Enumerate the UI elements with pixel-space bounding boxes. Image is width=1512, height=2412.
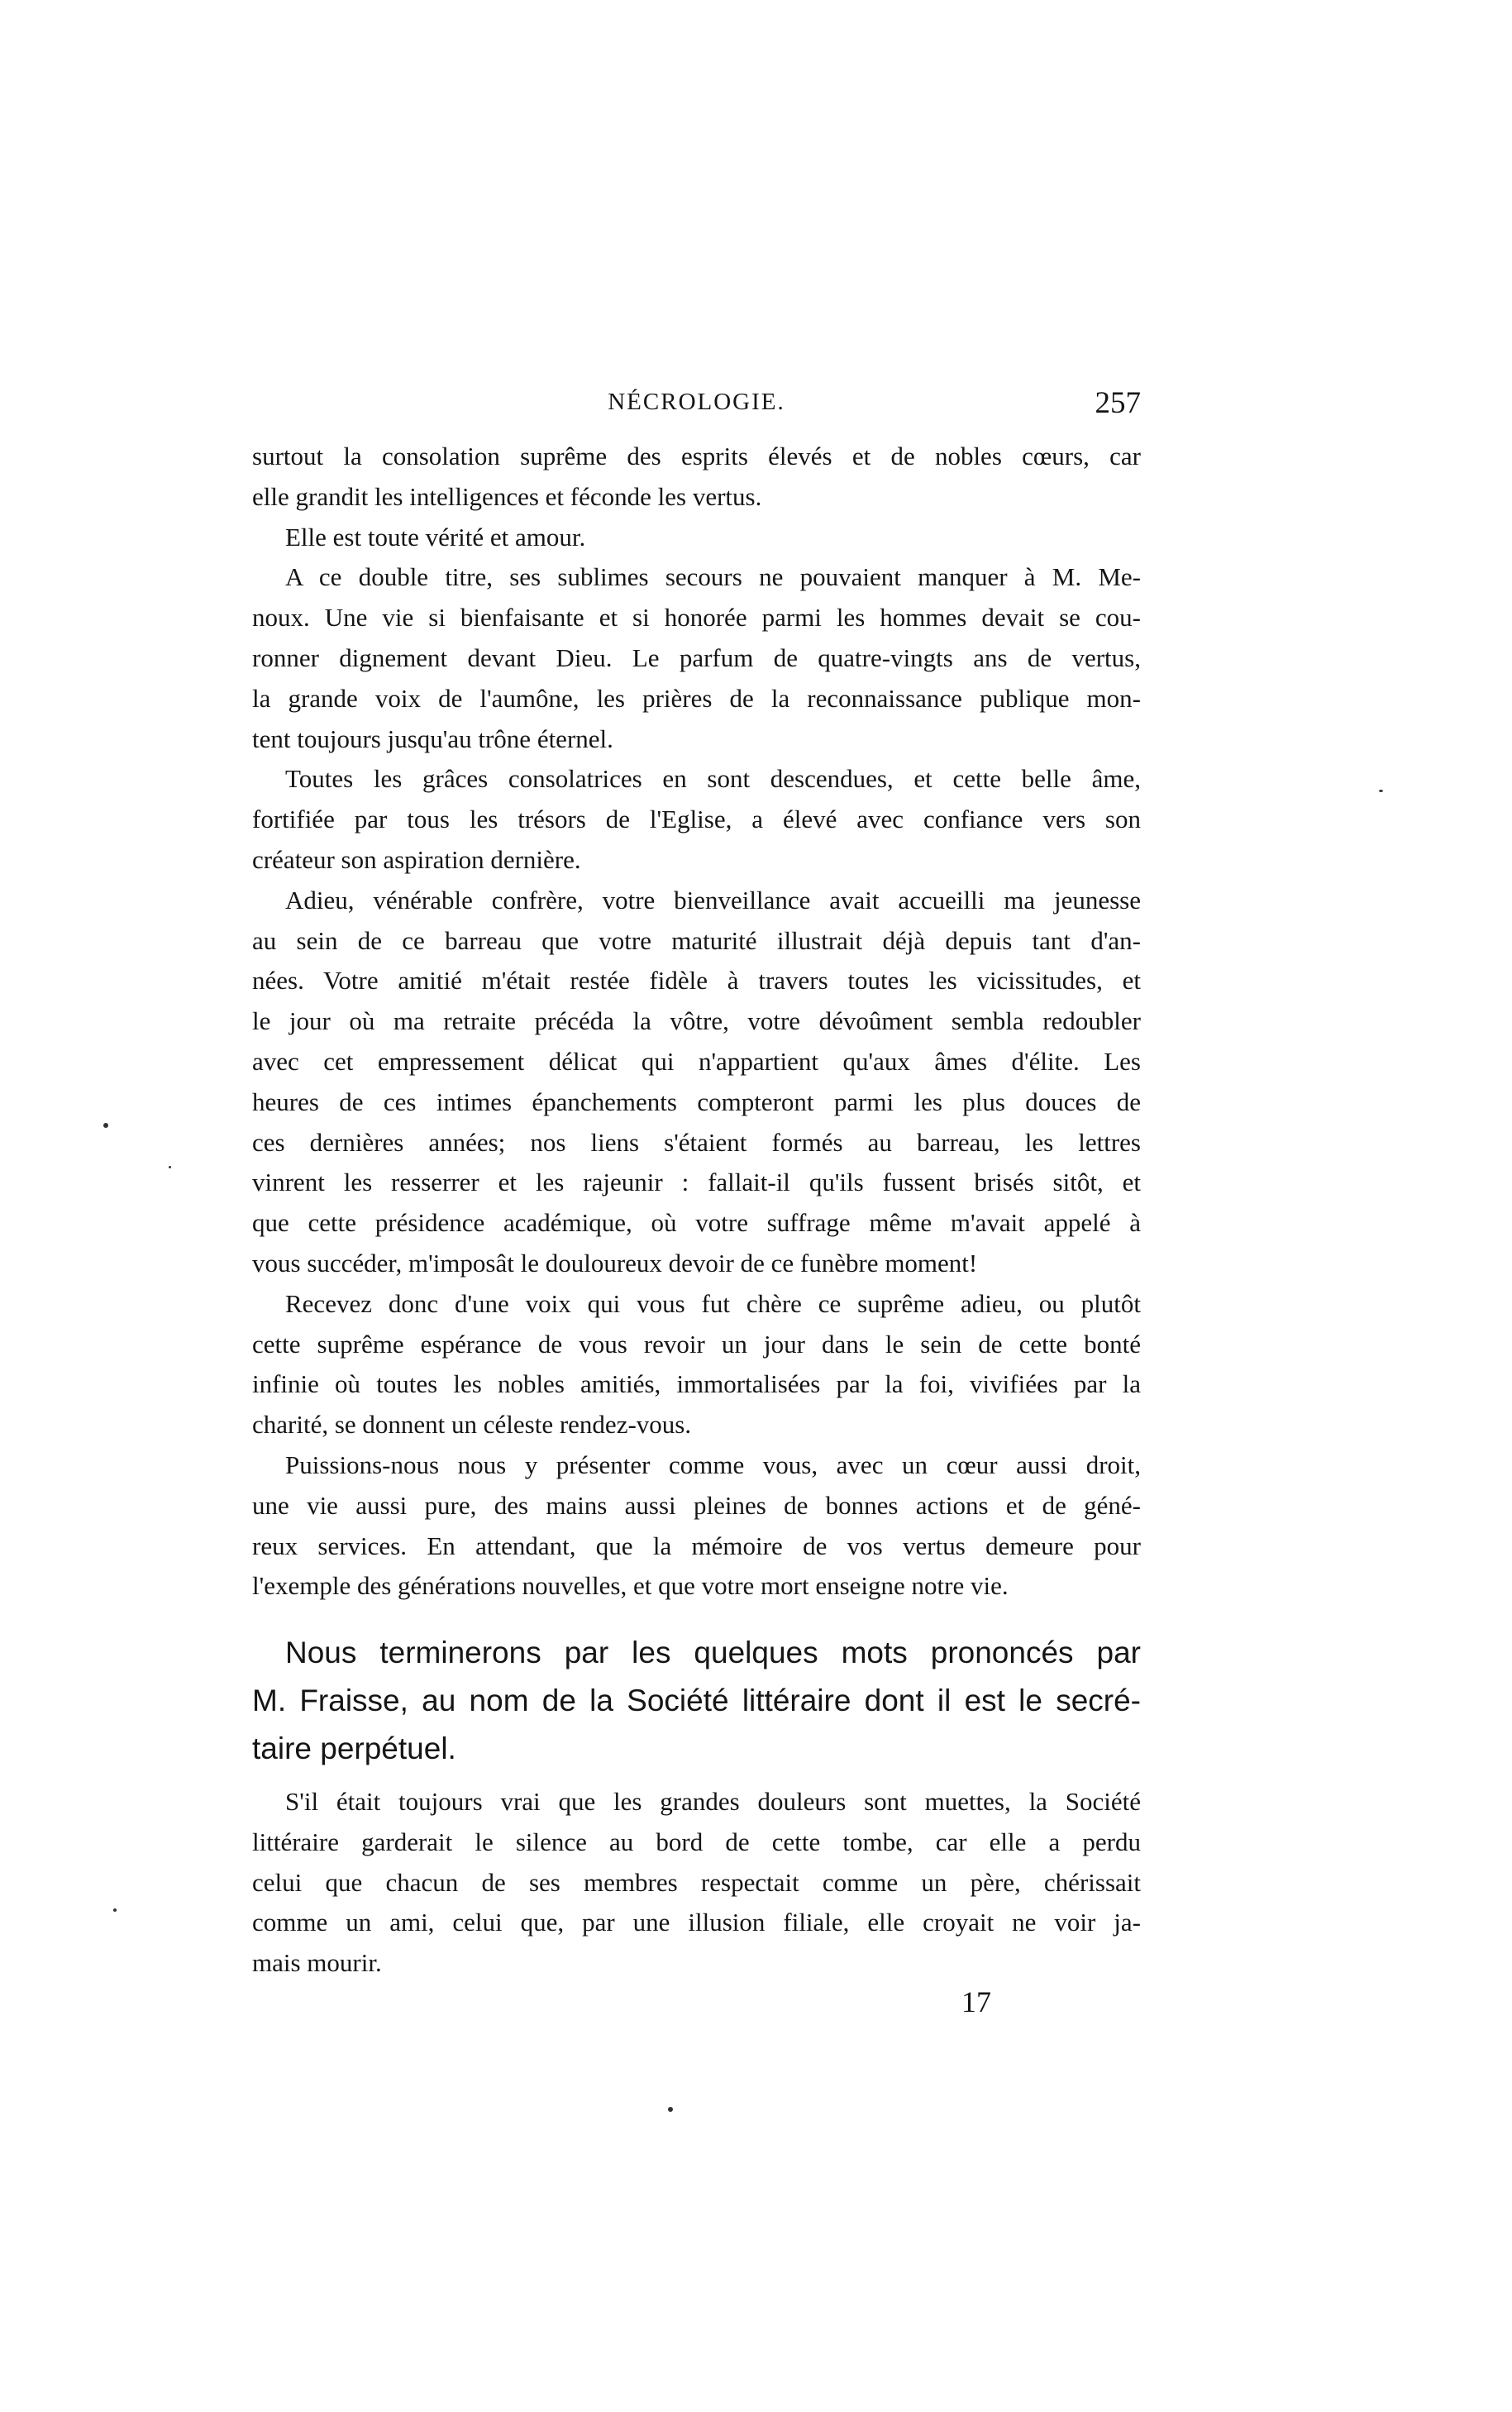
text-line: elle grandit les intelligences et féconde les vertus. [252, 481, 762, 511]
running-title: NÉCROLOGIE. [608, 389, 785, 415]
text-line: surtout la consolation suprême des esprits élevés et de nobles cœurs, car [252, 442, 1141, 470]
signature-mark: 17 [961, 1985, 991, 2018]
ink-speck [668, 2107, 673, 2112]
text-line: une vie aussi pure, des mains aussi pleines de bonnes actions et de géné- [252, 1490, 1141, 1520]
text-line: nées. Votre amitié m'était restée fidèle à travers toutes les vicissitudes, et [252, 966, 1141, 996]
text-line: cette suprême espérance de vous revoir un jour dans le sein de cette bonté [252, 1329, 1141, 1359]
section-introduction [252, 1629, 1141, 1773]
text-line: A ce double titre, ses sublimes secours ne pouvaient manquer à M. Me- [285, 562, 1141, 592]
intro-line: M. Fraisse, au nom de la Société littéraire dont il est le secré- [252, 1684, 1141, 1717]
text-line: ronner dignement devant Dieu. Le parfum de quatre-vingts ans de vertus, [252, 642, 1141, 672]
ink-speck [1379, 790, 1383, 792]
intro-line: taire perpétuel. [252, 1731, 456, 1765]
text-line: avec cet empressement délicat qui n'appartient qu'aux âmes d'élite. Les [252, 1046, 1141, 1076]
text-line: fortifiée par tous les trésors de l'Eglise, a élevé avec confiance vers son [252, 805, 1141, 834]
text-line: heures de ces intimes épanchements compteront parmi les plus douces de [252, 1087, 1141, 1116]
text-line: Recevez donc d'une voix qui vous fut chère ce suprême adieu, ou plutôt [285, 1288, 1141, 1318]
text-line: S'il était toujours vrai que les grandes douleurs sont muettes, la Société [285, 1787, 1141, 1816]
text-line: ces dernières années; nos liens s'étaient formés au barreau, les lettres [252, 1127, 1141, 1157]
speech-text [252, 1782, 1141, 1984]
text-line: au sein de ce barreau que votre maturité illustrait déjà depuis tant d'an- [252, 925, 1141, 955]
ink-speck [169, 1166, 171, 1168]
text-line: Toutes les grâces consolatrices en sont descendues, et cette belle âme, [285, 764, 1141, 794]
eulogy-text [252, 437, 1141, 1607]
text-line: tent toujours jusqu'au trône éternel. [252, 724, 613, 753]
text-line: Adieu, vénérable confrère, votre bienveillance avait accueilli ma jeunesse [285, 885, 1141, 915]
text-line: créateur son aspiration dernière. [252, 844, 581, 874]
text-line: l'exemple des générations nouvelles, et que votre mort enseigne notre vie. [252, 1571, 1009, 1601]
ink-speck [103, 1123, 108, 1128]
text-line: Elle est toute vérité et amour. [285, 522, 586, 552]
ink-speck [113, 1908, 117, 1912]
running-header [252, 386, 1141, 430]
text-line: mais mourir. [252, 1948, 382, 1978]
text-line: comme un ami, celui que, par une illusion filiale, elle croyait ne voir ja- [252, 1908, 1141, 1937]
text-line: Puissions-nous nous y présenter comme vous, avec un cœur aussi droit, [285, 1450, 1141, 1479]
text-line: que cette présidence académique, où votre suffrage même m'avait appelé à [252, 1208, 1141, 1238]
intro-line: Nous terminerons par les quelques mots prononcés par [285, 1636, 1141, 1669]
text-line: vous succéder, m'imposât le douloureux devoir de ce funèbre moment! [252, 1248, 978, 1278]
text-line: vinrent les resserrer et les rajeunir : fallait-il qu'ils fussent brisés sitôt, et [252, 1168, 1141, 1197]
page-number: 257 [1095, 386, 1141, 420]
text-line: le jour où ma retraite précéda la vôtre, votre dévoûment sembla redoubler [252, 1006, 1141, 1036]
text-line: reux services. En attendant, que la mémoire de vos vertus demeure pour [252, 1531, 1141, 1560]
text-line: la grande voix de l'aumône, les prières de la reconnaissance publique mon- [252, 683, 1141, 713]
text-line: celui que chacun de ses membres respectait comme un père, chérissait [252, 1867, 1141, 1897]
text-line: infinie où toutes les nobles amitiés, immortalisées par la foi, vivifiées par la [252, 1369, 1141, 1399]
text-line: littéraire garderait le silence au bord de cette tombe, car elle a perdu [252, 1827, 1141, 1856]
text-line: charité, se donnent un céleste rendez-vous. [252, 1410, 692, 1440]
text-line: noux. Une vie si bienfaisante et si honorée parmi les hommes devait se cou- [252, 603, 1141, 633]
